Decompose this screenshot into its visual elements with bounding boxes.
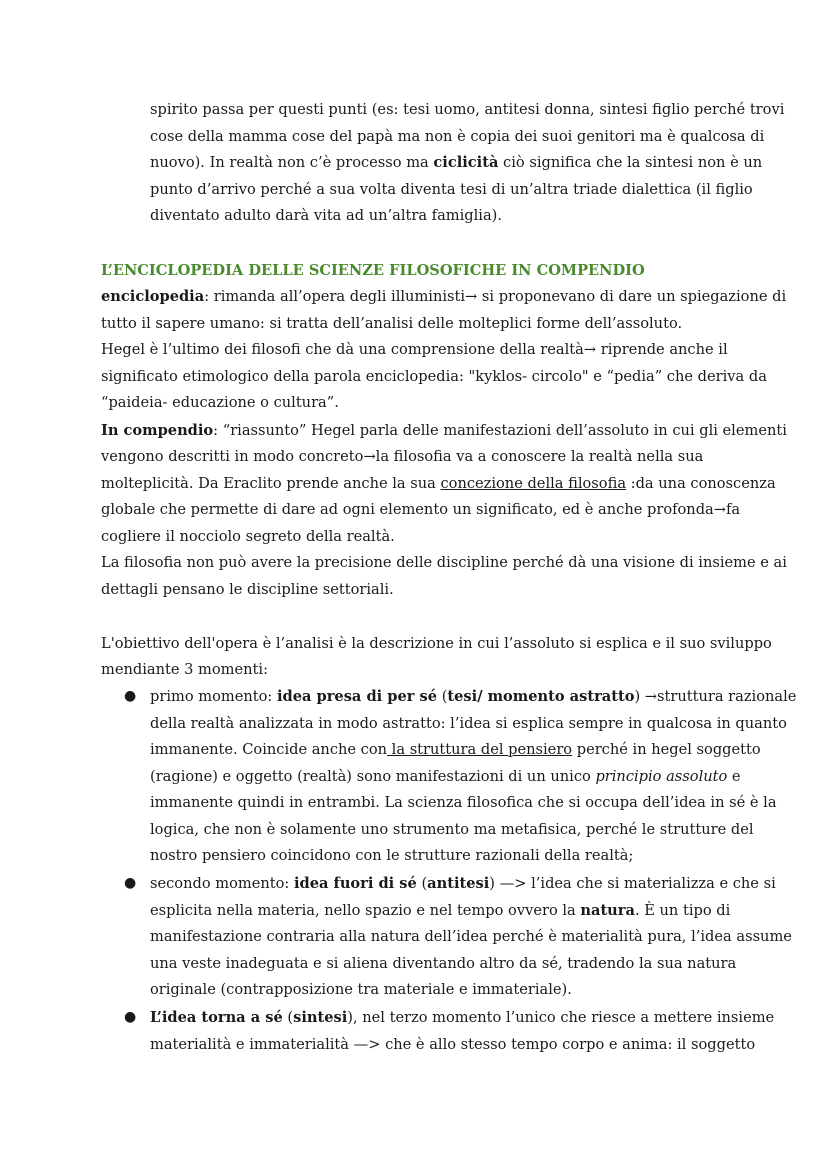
hegel-line-3: “paideia- educazione o cultura”. — [101, 394, 339, 411]
objective-line-1: L'obiettivo dell'opera è l’analisi è la descrizione in cui l’assoluto si esplica e il suo sviluppo — [101, 635, 772, 652]
intro-line-4: punto d’arrivo perché a sua volta diventa tesi di un’altra triade dialettica (il figlio — [150, 181, 753, 198]
compendio-line-3: molteplicità. Da Eraclito prende anche la sua concezione della filosofia :da una conoscenza — [101, 475, 776, 492]
hegel-line-1: Hegel è l’ultimo dei filosofi che dà una comprensione della realtà→ riprende anche il — [101, 341, 728, 358]
bullet-1-line-2: della realtà analizzata in modo astratto: l’idea si esplica sempre in qualcosa in quanto — [150, 715, 787, 732]
term-enciclopedia: enciclopedia — [101, 288, 205, 305]
intro-line-3: nuovo). In realtà non c’è processo ma ciclicità ciò significa che la sintesi non è un — [150, 154, 763, 171]
bullet-2-line-1: secondo momento: idea fuori di sé (antitesi) —> l’idea che si materializza e che si — [150, 875, 776, 892]
bullet-1-line-4: (ragione) e oggetto (realtà) sono manifestazioni di un unico principio assoluto e — [150, 768, 741, 785]
term-compendio: In compendio — [101, 422, 214, 439]
compendio-line-2: vengono descritti in modo concreto→la filosofia va a conoscere la realtà nella sua — [101, 448, 704, 465]
bullet-1-line-5: immanente quindi in entrambi. La scienza filosofica che si occupa dell’idea in sé è la — [150, 794, 777, 811]
intro-line-1: spirito passa per questi punti (es: tesi uomo, antitesi donna, sintesi figlio perché trovi — [150, 101, 785, 118]
bullet-1-line-1: primo momento: idea presa di per sé (tesi/ momento astratto) →struttura razionale — [150, 688, 797, 705]
compendio-line-4: globale che permette di dare ad ogni elemento un significato, ed è anche profonda→fa — [101, 501, 741, 518]
bullet-2-line-4: una veste inadeguata e si aliena diventando altro da sé, tradendo la sua natura — [150, 955, 737, 972]
bullet-icon: ● — [124, 875, 137, 891]
compendio-line-5: cogliere il nocciolo segreto della realtà. — [101, 528, 395, 545]
bullet-1-line-6: logica, che non è solamente uno strumento ma metafisica, perché le strutture del — [150, 821, 754, 838]
bullet-icon: ● — [124, 1009, 137, 1025]
enciclopedia-line-2: tutto il sapere umano: si tratta dell’analisi delle molteplici forme dell’assoluto. — [101, 315, 683, 332]
bullet-2-line-5: originale (contrapposizione tra materiale e immateriale). — [150, 981, 572, 998]
bullet-3-line-2: materialità e immaterialità —> che è allo stesso tempo corpo e anima: il soggetto — [150, 1036, 756, 1053]
hegel-line-2: significato etimologico della parola enciclopedia: "kyklos- circolo" e “pedia” che deriva da — [101, 368, 767, 385]
compendio-line-1: In compendio: “riassunto” Hegel parla delle manifestazioni dell’assoluto in cui gli elementi — [101, 422, 787, 439]
bullet-1-line-7: nostro pensiero coincidono con le strutture razionali della realtà; — [150, 847, 634, 864]
bullet-2-line-2: esplicita nella materia, nello spazio e nel tempo ovvero la natura. È un tipo di — [150, 902, 731, 919]
bullet-icon: ● — [124, 688, 137, 704]
bullet-2-line-3: manifestazione contraria alla natura dell’idea perché è materialità pura, l’idea assume — [150, 928, 792, 945]
filosofia-line-2: dettagli pensano le discipline settoriali. — [101, 581, 394, 598]
enciclopedia-line-1: enciclopedia: rimanda all’opera degli illuministi→ si proponevano di dare un spiegazione di — [101, 288, 787, 305]
objective-line-2: mendiante 3 momenti: — [101, 661, 268, 678]
term-ciclicita: ciclicità — [433, 154, 499, 171]
underlined-struttura: la struttura del pensiero — [387, 741, 573, 758]
filosofia-line-1: La filosofia non può avere la precisione delle discipline perché dà una visione di insieme e ai — [101, 554, 787, 571]
intro-line-2: cose della mamma cose del papà ma non è copia dei suoi genitori ma è qualcosa di — [150, 128, 765, 145]
intro-line-5: diventato adulto darà vita ad un’altra famiglia). — [150, 207, 503, 224]
bullet-3-line-1: L’idea torna a sé (sintesi), nel terzo momento l’unico che riesce a mettere insieme — [150, 1009, 775, 1026]
underlined-concezione: concezione della filosofia — [440, 475, 627, 492]
bullet-1-line-3: immanente. Coincide anche con la struttura del pensiero perché in hegel soggetto — [150, 741, 761, 758]
section-heading: L’ENCICLOPEDIA DELLE SCIENZE FILOSOFICHE IN COMPENDIO — [101, 262, 645, 279]
